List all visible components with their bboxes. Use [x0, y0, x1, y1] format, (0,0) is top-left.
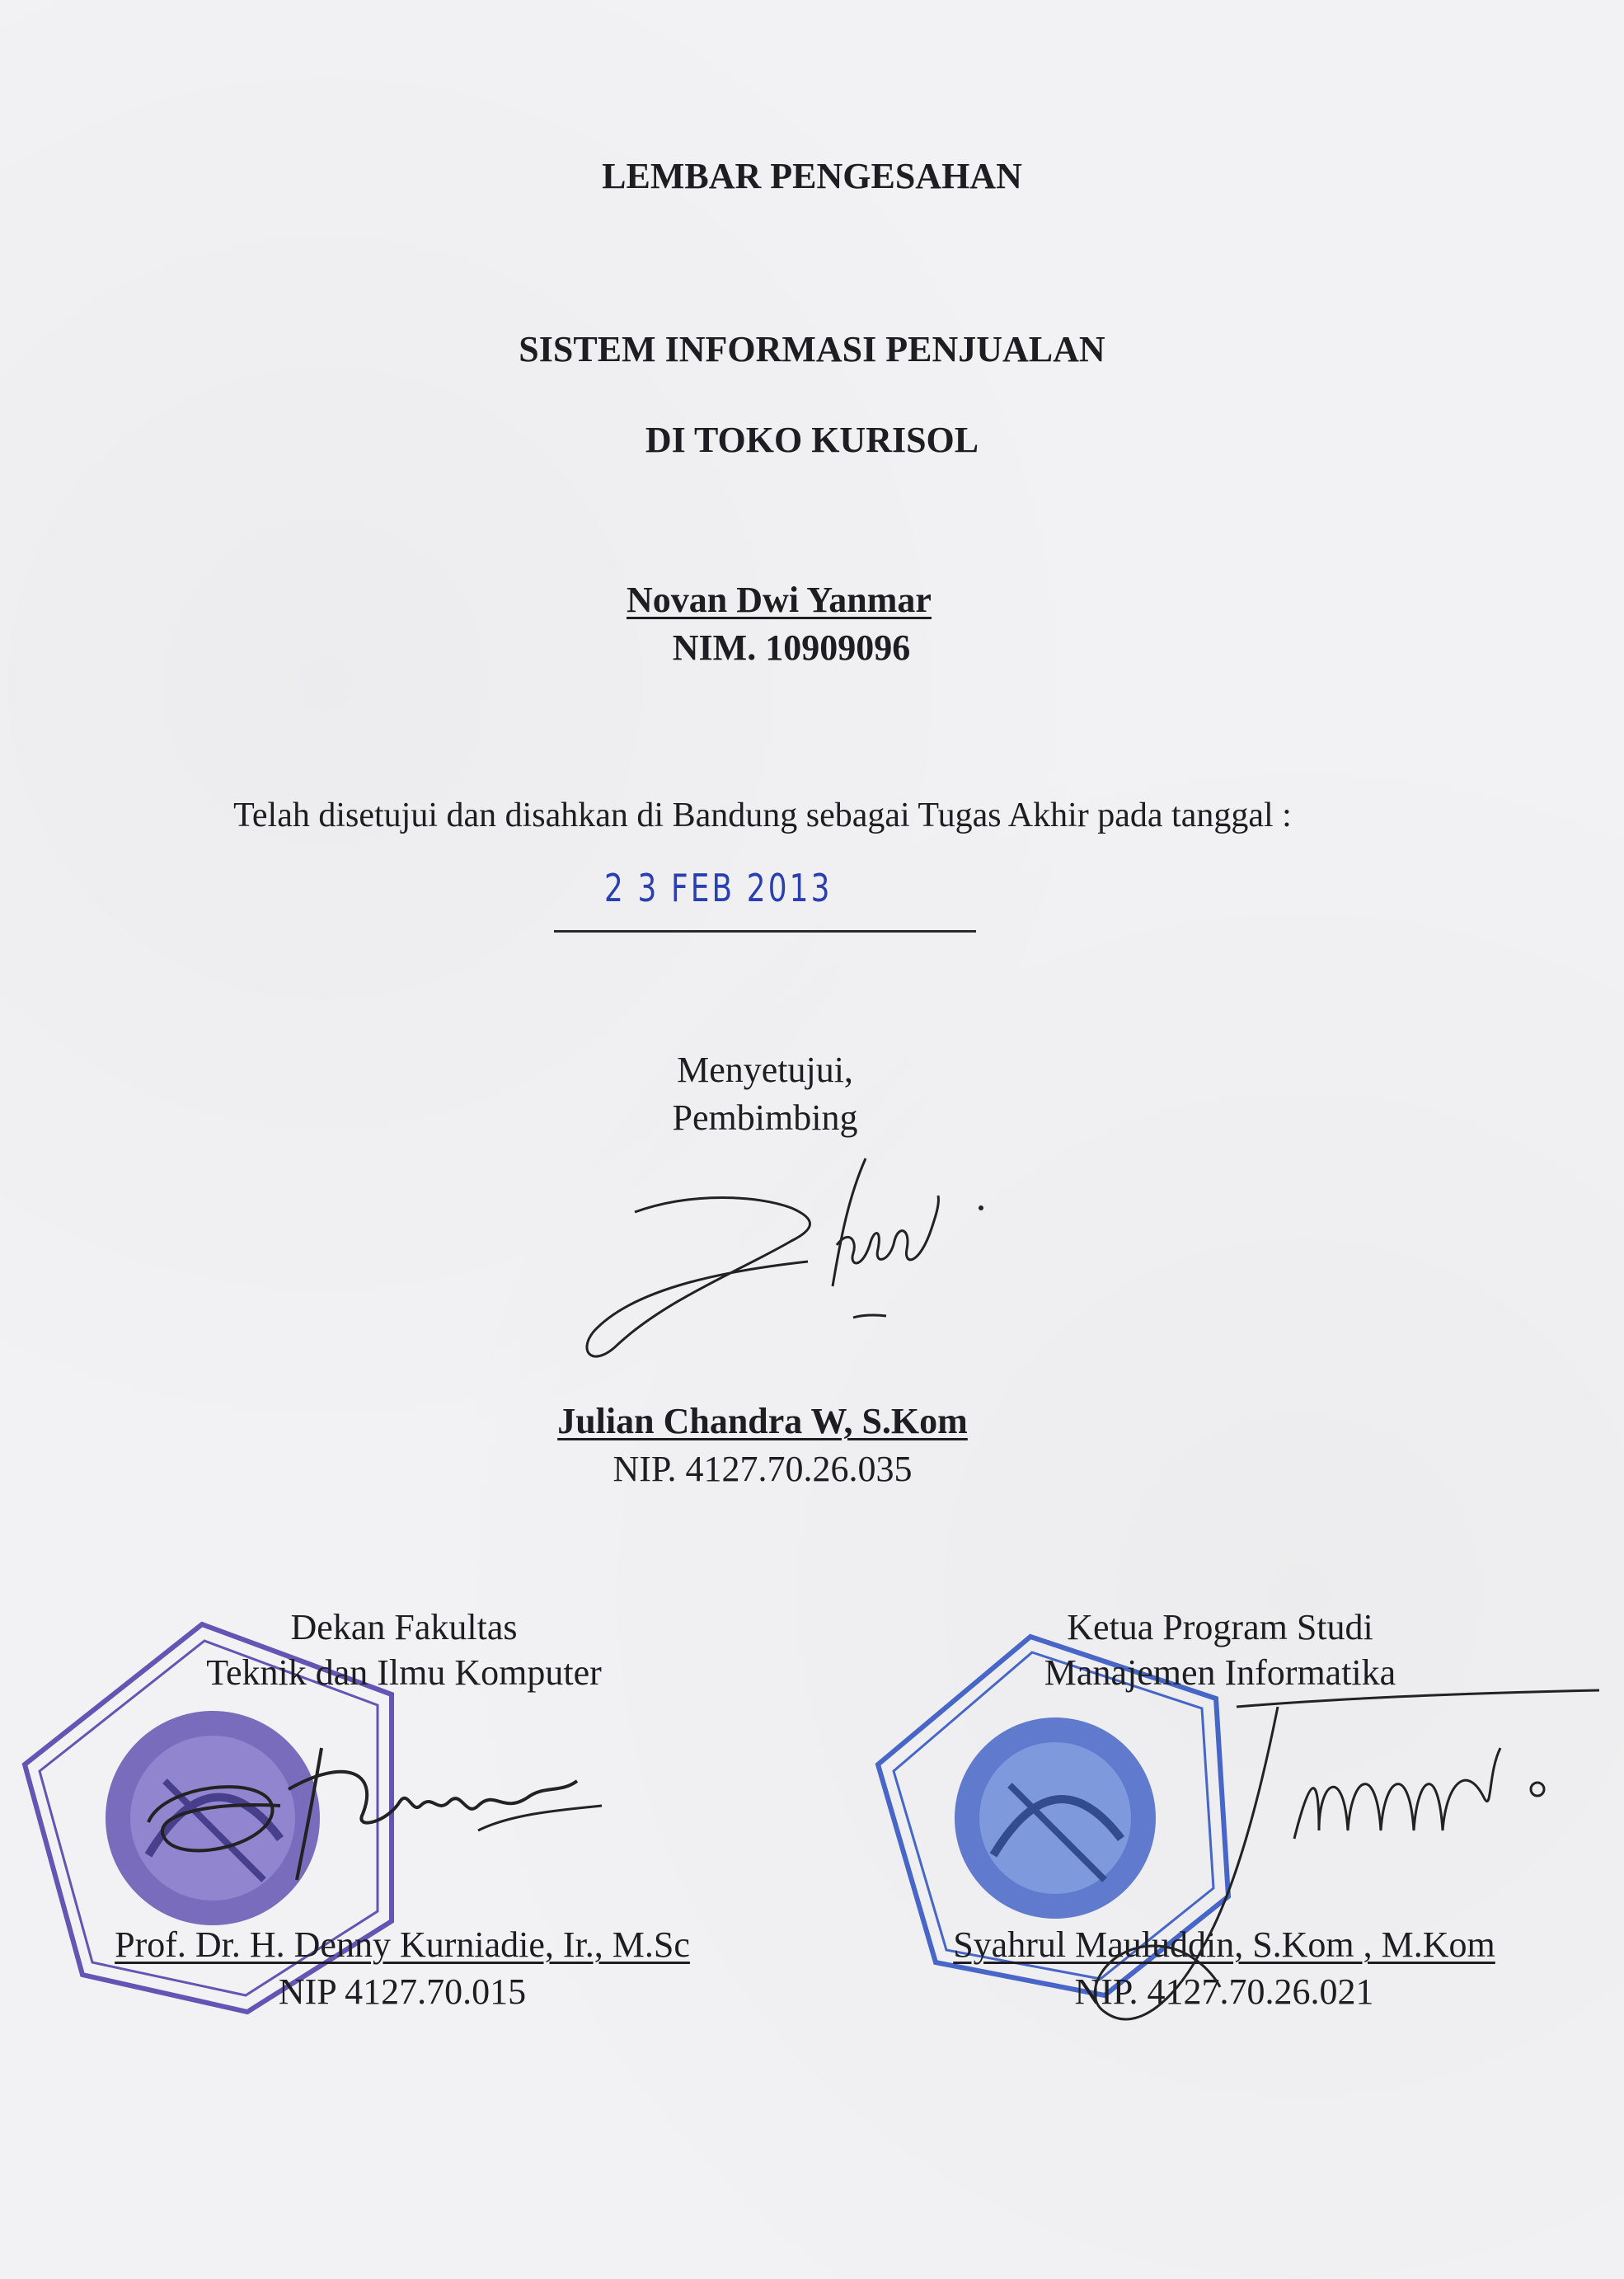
- dean-signature: [115, 1723, 627, 1888]
- program-head-nip: NIP. 4127.70.26.021: [1074, 1971, 1374, 2012]
- supervisor-name: Julian Chandra W, S.Kom: [557, 1401, 968, 1441]
- supervisor-signature: [544, 1146, 1006, 1377]
- document-title-line-1: SISTEM INFORMASI PENJUALAN: [519, 329, 1105, 369]
- program-head-name: Syahrul Mauluddin, S.Kom , M.Kom: [953, 1924, 1495, 1965]
- date-underline: [554, 930, 976, 933]
- dean-title-line-1: Dekan Fakultas: [290, 1607, 518, 1647]
- dean-name: Prof. Dr. H. Denny Kurniadie, Ir., M.Sc: [115, 1924, 690, 1965]
- supervisor-role-label: Pembimbing: [672, 1097, 858, 1138]
- program-head-title-line-1: Ketua Program Studi: [1067, 1607, 1373, 1647]
- student-name: Novan Dwi Yanmar: [627, 580, 932, 620]
- date-stamp: 2 3 FEB 2013: [604, 866, 833, 910]
- supervisor-nip: NIP. 4127.70.26.035: [613, 1449, 913, 1489]
- document-title-line-2: DI TOKO KURISOL: [645, 420, 979, 460]
- student-nim: NIM. 10909096: [672, 627, 911, 668]
- dean-nip: NIP 4127.70.015: [278, 1971, 527, 2012]
- dean-title-line-2: Teknik dan Ilmu Komputer: [206, 1652, 602, 1693]
- supervisor-approve-label: Menyetujui,: [677, 1050, 853, 1090]
- program-head-title-line-2: Manajemen Informatika: [1044, 1652, 1396, 1693]
- document-heading: LEMBAR PENGESAHAN: [602, 156, 1022, 196]
- program-head-signature: [1072, 1674, 1616, 2045]
- approval-statement: Telah disetujui dan disahkan di Bandung sebagai Tugas Akhir pada tanggal :: [233, 796, 1292, 834]
